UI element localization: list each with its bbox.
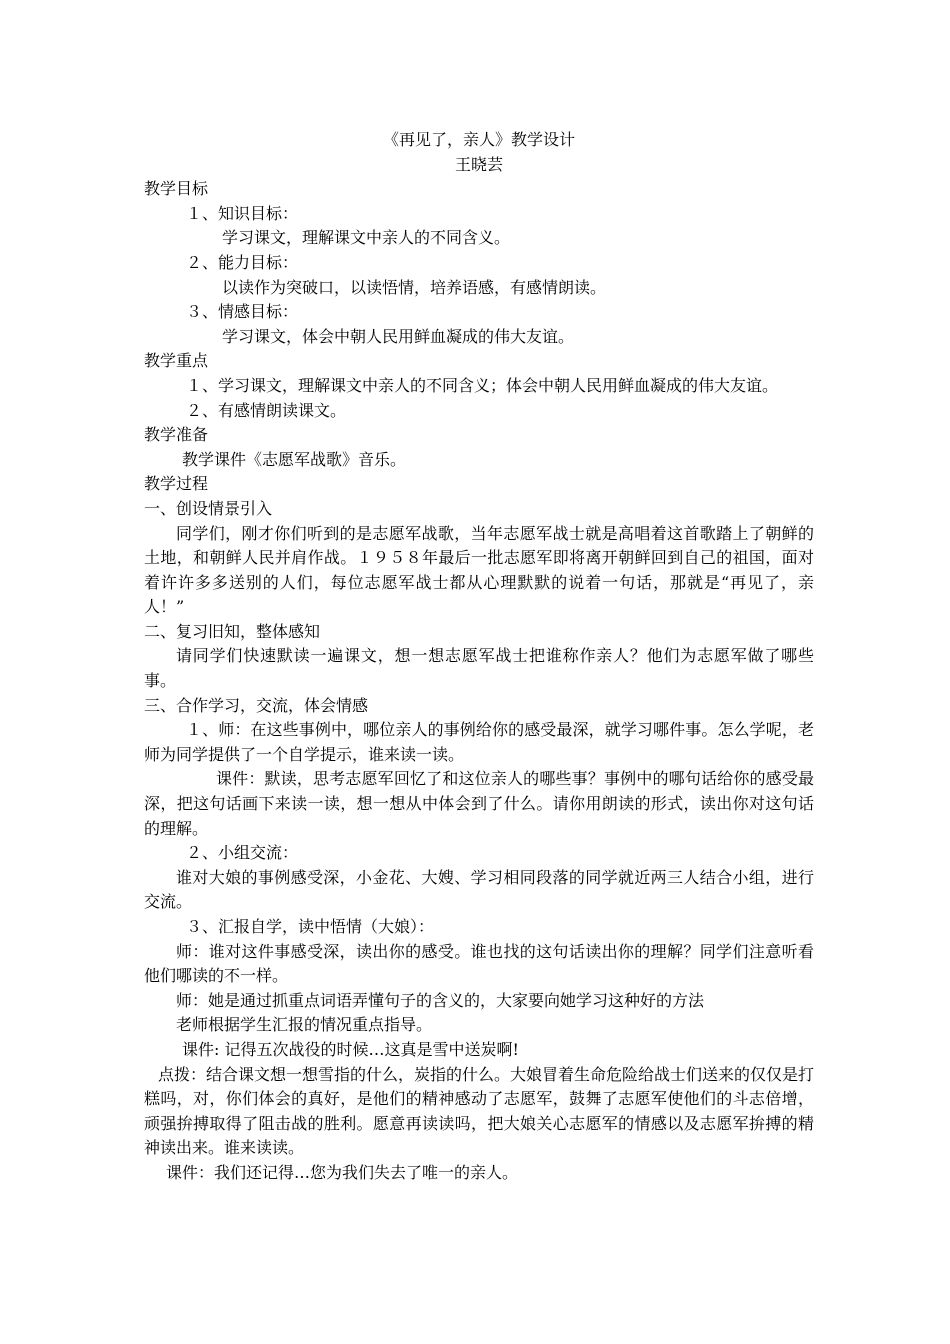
process-step-3-3-teacher-1: 师：谁对这件事感受深，读出你的感受。谁也找的这句话读出你的理解？同学们注意听看他们哪读的不一样。: [144, 941, 814, 986]
process-step-3-2-text: 谁对大娘的事例感受深，小金花、大嫂、学习相同段落的同学就近两三人结合小组，进行交流。: [144, 867, 814, 912]
process-step-1-heading: 一、创设情景引入: [144, 498, 273, 518]
key-point-1: １、学习课文，理解课文中亲人的不同含义；体会中朝人民用鲜血凝成的伟大友谊。: [186, 375, 779, 395]
goal-1-text: 学习课文，理解课文中亲人的不同含义。: [222, 228, 511, 248]
process-step-3-2-heading: ２、小组交流：: [186, 843, 299, 863]
goal-3-heading: ３、情感目标：: [186, 302, 299, 322]
goal-1-heading: １、知识目标：: [186, 203, 299, 223]
process-step-3-3-teacher-2: 师：她是通过抓重点词语弄懂句子的含义的，大家要向她学习这种好的方法: [176, 990, 705, 1010]
process-step-3-1-courseware: 课件：默读，思考志愿军回忆了和这位亲人的哪些事？事例中的哪句话给你的感受最深，把这句话画下来读一读，想一想从中体会到了什么。请你用朗读的形式，读出你对这句话的理解。: [144, 769, 814, 838]
process-step-3-3-courseware-2: 课件：我们还记得…您为我们失去了唯一的亲人。: [166, 1162, 519, 1182]
process-step-2-text: 请同学们快速默读一遍课文，想一想志愿军战士把谁称作亲人？他们为志愿军做了哪些事。: [144, 646, 814, 691]
document-author: 王晓芸: [454, 154, 503, 174]
document-page: [144, 128, 814, 1186]
process-step-3-heading: 三、合作学习，交流，体会情感: [144, 695, 369, 715]
process-step-1-text: 同学们，刚才你们听到的是志愿军战歌，当年志愿军战士就是高唱着这首歌踏上了朝鲜的土地，和朝鲜人民并肩作战。１９５８年最后一批志愿军即将离开朝鲜回到自己的祖国，面对着许许多多送别的人们，每位志愿军战士都从心理默默的说着一句话，那就是“再见了，亲人！”: [144, 523, 814, 617]
document-title: 《再见了，亲人》教学设计: [382, 130, 575, 149]
section-heading-goals: 教学目标: [144, 179, 209, 199]
section-heading-key-points: 教学重点: [144, 351, 209, 371]
section-heading-preparation: 教学准备: [144, 425, 209, 445]
process-step-3-3-hint: 点拨：结合课文想一想雪指的什么，炭指的什么。大娘冒着生命危险给战士们送来的仅仅是打糕吗，对，你们体会的真好，是他们的精神感动了志愿军，鼓舞了志愿军使他们的斗志倍增，顽强拚搏取得了阻击战的胜利。愿意再读读吗，把大娘关心志愿军的情感以及志愿军拚搏的精神读出来。谁来读读。: [144, 1064, 815, 1158]
process-step-2-heading: 二、复习旧知，整体感知: [144, 621, 321, 641]
goal-2-text: 以读作为突破口，以读悟情，培养语感，有感情朗读。: [222, 277, 607, 297]
goal-3-text: 学习课文，体会中朝人民用鲜血凝成的伟大友谊。: [222, 326, 575, 346]
process-step-3-3-courseware-1: 课件: 记得五次战役的时候…这真是雪中送炭啊!: [182, 1039, 519, 1059]
section-heading-process: 教学过程: [144, 474, 209, 494]
process-step-3-3-teacher-2b: 老师根据学生汇报的情况重点指导。: [176, 1015, 433, 1035]
process-step-3-3-heading: ３、汇报自学，读中悟情（大娘）：: [186, 917, 435, 936]
preparation-text: 教学课件《志愿军战歌》音乐。: [182, 449, 407, 469]
process-step-3-1: １、师：在这些事例中，哪位亲人的事例给你的感受最深，就学习哪件事。怎么学呢，老师为同学提供了一个自学提示，谁来读一读。: [144, 720, 814, 764]
key-point-2: ２、有感情朗读课文。: [186, 400, 347, 420]
goal-2-heading: ２、能力目标：: [186, 252, 299, 272]
